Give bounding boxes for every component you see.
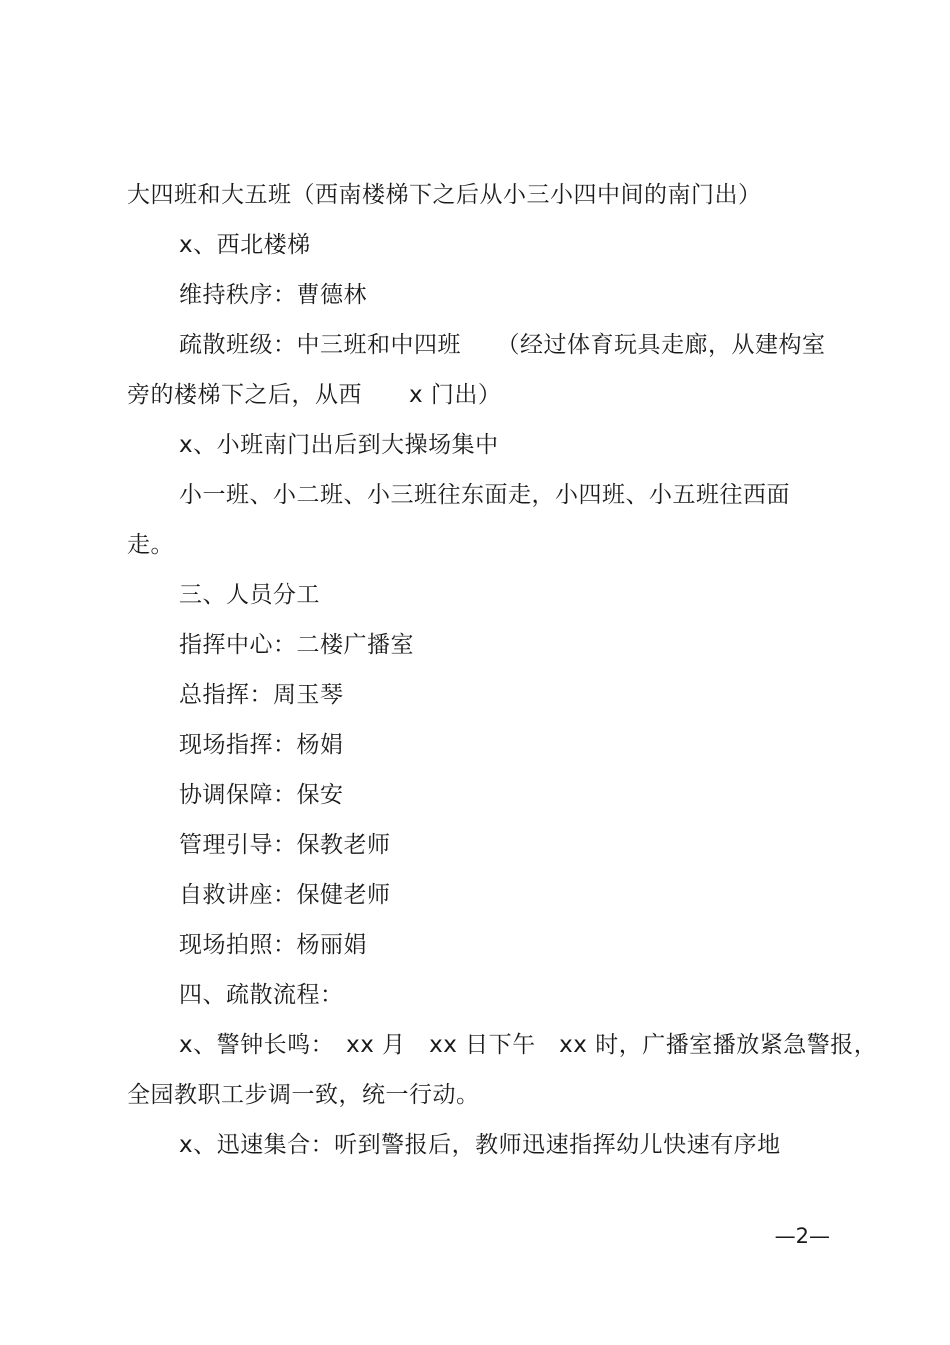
text-line: 协调保障：保安 — [179, 782, 344, 808]
text-line: 指挥中心：二楼广播室 — [179, 632, 414, 658]
page-number: —2— — [774, 1224, 830, 1248]
text-line: 现场拍照：杨丽娟 — [179, 932, 367, 958]
text-line: x、迅速集合：听到警报后，教师迅速指挥幼儿快速有序地 — [179, 1132, 781, 1158]
text-line: 全园教职工步调一致，统一行动。 — [127, 1082, 480, 1108]
text-line: 走。 — [127, 532, 174, 558]
section-heading: 三、人员分工 — [179, 582, 320, 608]
text-line: 管理引导：保教老师 — [179, 832, 391, 858]
text-line: x、警钟长鸣： xx 月 xx 日下午 xx 时，广播室播放紧急警报， — [179, 1032, 878, 1058]
text-line: 总指挥：周玉琴 — [179, 682, 344, 708]
text-line: 大四班和大五班（西南楼梯下之后从小三小四中间的南门出） — [127, 182, 762, 208]
text-line: x、西北楼梯 — [179, 232, 311, 258]
text-line: 疏散班级：中三班和中四班 （经过体育玩具走廊，从建构室 — [179, 332, 826, 358]
text-line: 现场指挥：杨娟 — [179, 732, 344, 758]
text-line: 旁的楼梯下之后，从西 x 门出） — [127, 382, 502, 408]
text-line: 小一班、小二班、小三班往东面走，小四班、小五班往西面 — [179, 482, 790, 508]
text-line: 维持秩序：曹德林 — [179, 282, 367, 308]
text-line: x、小班南门出后到大操场集中 — [179, 432, 499, 458]
section-heading: 四、疏散流程： — [179, 982, 344, 1008]
text-line: 自救讲座：保健老师 — [179, 882, 391, 908]
